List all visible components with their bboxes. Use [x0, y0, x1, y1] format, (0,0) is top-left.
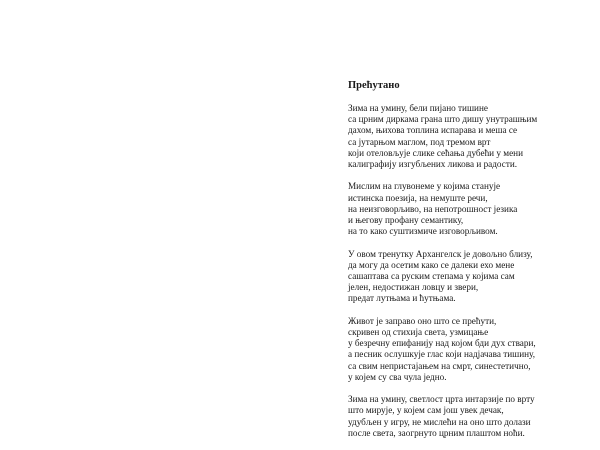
poem-line: Зима на умину, бели пијано тишине: [348, 103, 488, 113]
poem-line: Зима на умину, светлост црта интарзије по врту: [348, 394, 535, 405]
poem-line: јелен, недостижан ловцу и звери,: [348, 282, 479, 293]
poem-line: дахом, њихова топлина испарава и меша се: [348, 125, 518, 136]
poem-line: сашаптава са руским степама у којима сам: [348, 271, 515, 282]
poem-line: Живот је заправо оно што се прећути,: [348, 315, 497, 326]
poem-line: да могу да осетим како се далеки ехо мене: [348, 259, 515, 270]
poem-line: У овом тренутку Архангелск је довољно близу,: [348, 248, 533, 259]
stanza: [348, 103, 596, 170]
poem-line: истинска поезија, на немуште речи,: [348, 192, 488, 203]
poem-line: предат лутњама и ћутњама.: [348, 293, 456, 304]
poem-line: у безречну епифанију над којом бди дух ствари,: [348, 338, 536, 349]
poem-line: Мислим на глувонеме у којима станује: [348, 181, 501, 192]
poem-line: удубљен у игру, не мислећи на оно што долази: [348, 416, 531, 427]
stanza: [348, 316, 596, 383]
poem-line: који отеловљује слике сећања дубећи у мени: [348, 147, 523, 158]
poem-line: са црним диркама грана што дишу унутрашњим: [348, 114, 538, 125]
stanza: [348, 394, 596, 439]
poem-line: калиграфију изгубљених ликова и радости.: [348, 159, 518, 170]
poem-title: Прећутано: [348, 80, 400, 91]
poem-line: са свим непристајањем на смрт, синестетично,: [348, 360, 531, 371]
poem-line: скривен од стихија света, узмицање: [348, 327, 489, 338]
poem-line: после света, заогрнуто црним плаштом ноћи.: [348, 427, 525, 438]
poem-line: и његову профану семантику,: [348, 215, 464, 226]
poem-line: са јутарњом маглом, под тремом врт: [348, 136, 491, 147]
poem-line: у којем су сва чула једно.: [348, 371, 447, 382]
poem-line: на неизговорљиво, на непотрошност језика: [348, 203, 518, 214]
poem-line: а песник ослушкује глас који надјачава тишину,: [348, 349, 536, 360]
poem-line: што мирује, у којем сам још увек дечак,: [348, 405, 504, 416]
stanza: [348, 181, 596, 237]
stanza: [348, 249, 596, 305]
poem-line: на то како суштизмиче изговорљивом.: [348, 226, 498, 237]
poem: [348, 80, 596, 450]
